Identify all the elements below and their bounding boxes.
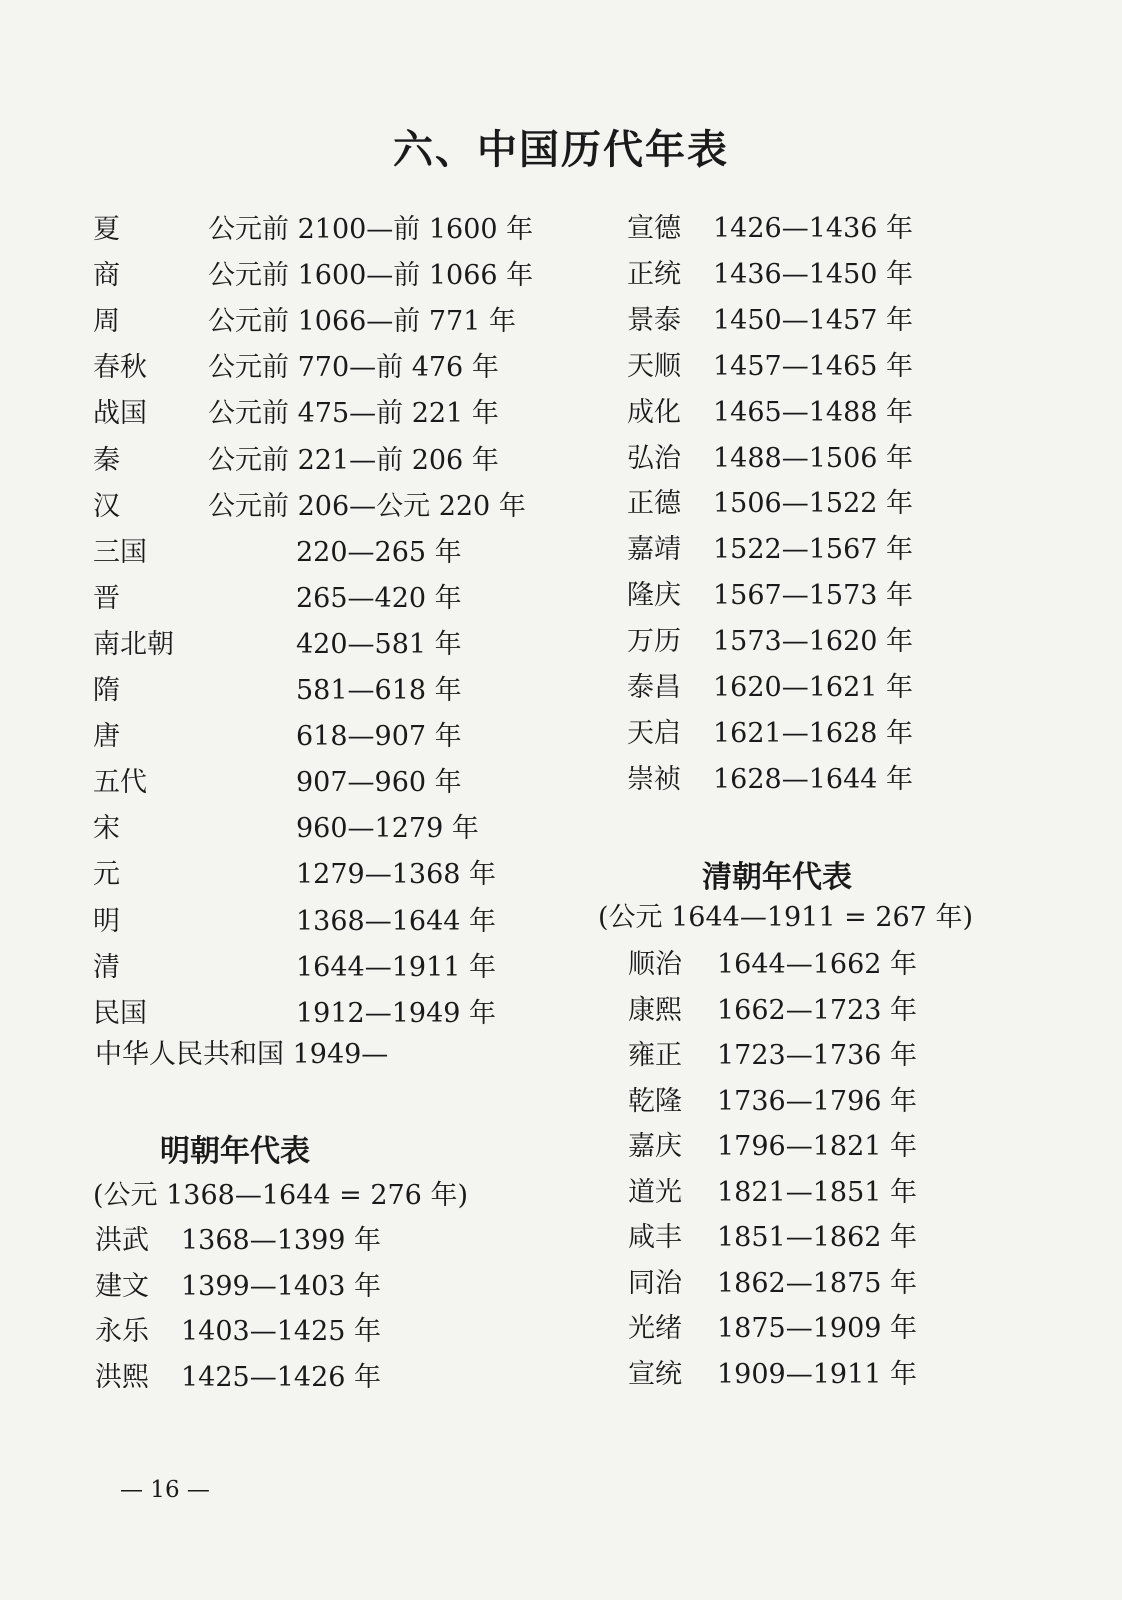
- row-years: 1488—1506 年: [713, 442, 914, 474]
- row-name: 秦: [93, 444, 120, 476]
- row-name: 弘治: [627, 442, 681, 474]
- page-number: — 16 —: [120, 1477, 210, 1503]
- row-name: 隆庆: [627, 580, 681, 612]
- row-years: 公元前 221—前 206 年: [208, 444, 499, 476]
- row-name: 汉: [93, 490, 120, 522]
- row-years: 1875—1909 年: [717, 1313, 918, 1344]
- row-name: 万历: [627, 626, 681, 658]
- row-name: 宣统: [628, 1358, 682, 1390]
- row-years: 1736—1796 年: [717, 1085, 918, 1117]
- row-years: 1450—1457 年: [713, 304, 914, 336]
- row-years: 1909—1911 年: [717, 1358, 918, 1390]
- row-name: 洪武: [95, 1225, 149, 1256]
- row-name: 正德: [627, 488, 681, 520]
- row-name: 商: [93, 260, 120, 292]
- row-years: 1522—1567 年: [713, 534, 914, 566]
- row-name: 清: [93, 951, 120, 983]
- row-name: 战国: [93, 398, 147, 430]
- row-name: 宋: [93, 813, 120, 845]
- row-years: 960—1279 年: [296, 813, 479, 845]
- row-name: 隋: [93, 675, 120, 706]
- row-name: 南北朝: [93, 628, 174, 660]
- row-years: 1644—1662 年: [717, 949, 918, 980]
- row-years: 618—907 年: [296, 721, 462, 753]
- row-years: 1723—1736 年: [717, 1040, 918, 1071]
- row-years: 公元前 206—公元 220 年: [208, 490, 526, 522]
- row-years: 公元前 770—前 476 年: [208, 352, 499, 384]
- row-name: 五代: [93, 767, 147, 799]
- row-years: 1912—1949 年: [296, 997, 497, 1029]
- row-name: 乾隆: [628, 1085, 682, 1117]
- row-years: 1862—1875 年: [717, 1267, 918, 1299]
- row-years: 907—960 年: [296, 767, 462, 799]
- prc-row: 中华人民共和国 1949—: [95, 1039, 389, 1070]
- row-name: 建文: [95, 1270, 149, 1302]
- row-name: 泰昌: [627, 672, 681, 703]
- row-name: 雍正: [628, 1040, 682, 1071]
- row-years: 1425—1426 年: [181, 1361, 382, 1393]
- row-name: 康熙: [628, 994, 682, 1026]
- row-name: 唐: [93, 721, 120, 753]
- row-name: 晋: [93, 582, 120, 614]
- row-name: 天启: [627, 717, 681, 749]
- page-title: 六、中国历代年表: [393, 127, 729, 173]
- row-years: 1399—1403 年: [181, 1270, 382, 1302]
- row-name: 春秋: [93, 352, 147, 384]
- row-name: 景泰: [627, 304, 681, 336]
- row-years: 420—581 年: [296, 628, 462, 660]
- qing-note: (公元 1644—1911 = 267 年): [598, 902, 973, 933]
- row-name: 道光: [628, 1176, 682, 1208]
- row-name: 天顺: [627, 350, 681, 382]
- ming-heading: 明朝年代表: [160, 1134, 310, 1169]
- row-years: 1662—1723 年: [717, 994, 918, 1026]
- row-years: 1573—1620 年: [713, 626, 914, 658]
- row-years: 1644—1911 年: [296, 951, 497, 983]
- row-name: 夏: [93, 214, 120, 245]
- row-name: 永乐: [95, 1316, 149, 1347]
- row-years: 1796—1821 年: [717, 1131, 918, 1162]
- row-name: 嘉庆: [628, 1131, 682, 1162]
- row-years: 1465—1488 年: [713, 396, 914, 428]
- row-name: 正统: [627, 258, 681, 290]
- row-years: 1506—1522 年: [713, 488, 914, 520]
- row-years: 公元前 1066—前 771 年: [208, 306, 516, 338]
- row-years: 1436—1450 年: [713, 258, 914, 290]
- row-name: 三国: [93, 536, 147, 568]
- row-years: 1279—1368 年: [296, 859, 497, 891]
- row-name: 周: [93, 306, 120, 338]
- row-years: 1621—1628 年: [713, 717, 914, 749]
- row-years: 220—265 年: [296, 536, 462, 568]
- row-name: 宣德: [627, 213, 681, 244]
- row-years: 1368—1399 年: [181, 1225, 382, 1256]
- row-years: 581—618 年: [296, 675, 462, 706]
- row-years: 1821—1851 年: [717, 1176, 918, 1208]
- row-name: 咸丰: [628, 1222, 682, 1253]
- row-years: 1403—1425 年: [181, 1316, 382, 1347]
- row-name: 崇祯: [627, 763, 681, 795]
- row-years: 1457—1465 年: [713, 350, 914, 382]
- row-name: 元: [93, 859, 120, 891]
- qing-heading: 清朝年代表: [702, 860, 852, 895]
- row-years: 1426—1436 年: [713, 213, 914, 244]
- row-name: 同治: [628, 1267, 682, 1299]
- row-years: 1368—1644 年: [296, 905, 497, 937]
- row-name: 明: [93, 905, 120, 937]
- ming-note: (公元 1368—1644 = 276 年): [93, 1180, 468, 1211]
- row-years: 1851—1862 年: [717, 1222, 918, 1253]
- row-years: 公元前 2100—前 1600 年: [208, 214, 534, 245]
- row-years: 公元前 1600—前 1066 年: [208, 260, 534, 292]
- row-years: 1620—1621 年: [713, 672, 914, 703]
- row-years: 265—420 年: [296, 582, 462, 614]
- row-years: 公元前 475—前 221 年: [208, 398, 499, 430]
- row-years: 1567—1573 年: [713, 580, 914, 612]
- row-name: 光绪: [628, 1313, 682, 1344]
- row-years: 1628—1644 年: [713, 763, 914, 795]
- row-name: 洪熙: [95, 1361, 149, 1393]
- row-name: 成化: [627, 396, 681, 428]
- row-name: 民国: [93, 997, 147, 1029]
- row-name: 嘉靖: [627, 534, 681, 566]
- row-name: 顺治: [628, 949, 682, 980]
